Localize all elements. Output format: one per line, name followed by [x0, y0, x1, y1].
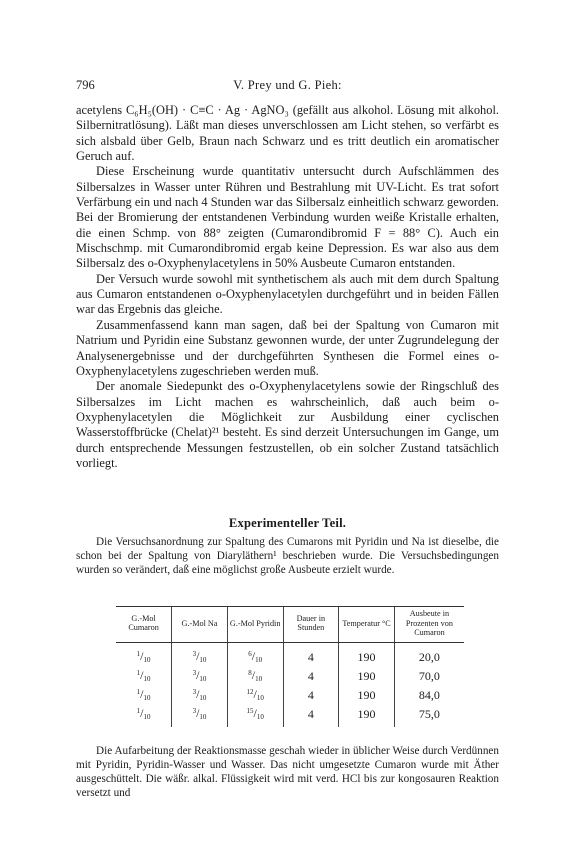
page-number: 796: [76, 78, 95, 92]
paragraph-workup: Die Aufarbeitung der Reaktionsmasse geschah wieder in üblicher Weise durch Verdünnen mit Pyridin, Pyridin-Wasser und Wasser. Das nicht umgesetzte Cumaron wurde mit Äther ausgeschüttelt. Die wäßr. alkal. Flüssigkeit wird mit verd. HCl bis zur kongosauren Reaktion versetzt und: [76, 745, 499, 800]
cell-ausbeute: 70,0: [394, 667, 464, 686]
paragraph-uv-experiment: Diese Erscheinung wurde quantitativ untersucht durch Aufschlämmen des Silbersalzes in Wasser unter Rühren und Bestrahlung mit UV-Licht. Es trat sofort Verfärbung ein und nach 4 Stunden war das Silbersalz einheitlich schwarz geworden. Bei der Bromierung der entstandenen Verbindung wurden weiße Kristalle erhalten, die einen Schmp. von 88° zeigten (Cumarondibromid F = 88° C). Auch ein Mischschmp. mit Cumarondibromid ergab keine Depression. Es war also aus dem Silbersalz des o-Oxyphenylacetylens in 50% Ausbeute Cumaron entstanden.: [76, 164, 499, 271]
table-row: [116, 705, 464, 726]
page-header: [76, 78, 499, 94]
cell-ausbeute: 75,0: [394, 705, 464, 726]
col-header-dauer: Dauer in Stunden: [283, 607, 339, 643]
cell-pyridin: $^{12}/_{10}$: [227, 686, 283, 705]
col-header-temperatur: Temperatur °C: [339, 607, 395, 643]
table-row: [116, 686, 464, 705]
col-header-pyridin: G.-Mol Pyridin: [227, 607, 283, 643]
cell-na: $^3/_{10}$: [172, 667, 228, 686]
results-table: [116, 606, 464, 727]
section-heading: Experimenteller Teil.: [228, 516, 347, 530]
workup-text: [76, 744, 499, 800]
cell-na: $^3/_{10}$: [172, 705, 228, 726]
cell-cumaron: $^1/_{10}$: [136, 706, 151, 722]
paragraph-apparatus: Die Versuchsanordnung zur Spaltung des Cumarons mit Pyridin und Na ist dieselbe, die schon bei der Spaltung von Diaryläthern¹ beschrieben wurde. Die Versuchsbedingungen wurden so verändert, daß eine möglichst große Ausbeute erzielt wurde.: [76, 536, 499, 577]
table-row: [116, 667, 464, 686]
main-text: [76, 103, 499, 471]
cell-ausbeute: 84,0: [394, 686, 464, 705]
cell-pyridin: $^{15}/_{10}$: [227, 705, 283, 726]
paragraph-repeat-experiment: Der Versuch wurde sowohl mit synthetischem als auch mit dem durch Spaltung aus Cumaron entstandenen o-Oxyphenylacetylen durchgeführt und in beiden Fällen war das Ergebnis das gleiche.: [76, 271, 499, 317]
cell-na: $^3/_{10}$: [172, 642, 228, 667]
cell-ausbeute: 20,0: [394, 642, 464, 667]
cell-dauer: 4: [283, 686, 339, 705]
cell-dauer: 4: [283, 642, 339, 667]
table-header-row: [116, 607, 464, 643]
cell-dauer: 4: [283, 705, 339, 726]
table-row: [116, 642, 464, 667]
cell-temperatur: 190: [339, 686, 395, 705]
cell-temperatur: 190: [339, 667, 395, 686]
col-header-cumaron: G.-Mol Cumaron: [116, 607, 172, 643]
cell-pyridin: $^6/_{10}$: [227, 642, 283, 667]
paragraph-summary: Zusammenfassend kann man sagen, daß bei der Spaltung von Cumaron mit Natrium und Pyridin eine Substanz gewonnen wurde, der unter Zugrundelegung der Analysenergebnisse und der durchgeführten Synthesen die Formel eines o-Oxyphenylacetylens zugeschrieben werden muß.: [76, 317, 499, 378]
paragraph-continuation: acetylens C₆H₅(OH) · C≡C · Ag · AgNO₃ (gefällt aus alkohol. Lösung mit alkohol. Silbernitratlösung). Läßt man dieses unverschlossen am Licht stehen, so verfärbt es sich alsbald über Gelb, Braun nach Schwarz und es tritt deutlich ein aromatischer Geruch auf.: [76, 103, 499, 164]
cell-cumaron: $^1/_{10}$: [136, 667, 151, 683]
cell-temperatur: 190: [339, 705, 395, 726]
cell-pyridin: $^8/_{10}$: [227, 667, 283, 686]
cell-cumaron: $^1/_{10}$: [136, 648, 151, 664]
cell-cumaron: $^1/_{10}$: [136, 687, 151, 703]
cell-dauer: 4: [283, 667, 339, 686]
col-header-ausbeute: Ausbeute in Prozenten von Cumaron: [394, 607, 464, 643]
running-head: V. Prey und G. Pieh:: [233, 78, 342, 92]
cell-na: $^3/_{10}$: [172, 686, 228, 705]
col-header-na: G.-Mol Na: [172, 607, 228, 643]
experimental-intro: [76, 535, 499, 577]
cell-temperatur: 190: [339, 642, 395, 667]
paragraph-boiling-point: Der anomale Siedepunkt des o-Oxyphenylacetylens sowie der Ringschluß des Silbersalzes im Licht machen es wahrscheinlich, daß auch beim o-Oxyphenylacetylen die Möglichkeit zur Ausbildung einer cyclischen Wasserstoffbrücke (Chelat)²¹ besteht. Es sind derzeit Untersuchungen im Gange, um durch entsprechende Messungen festzustellen, ob ein solcher Zustand tatsächlich vorliegt.: [76, 379, 499, 470]
